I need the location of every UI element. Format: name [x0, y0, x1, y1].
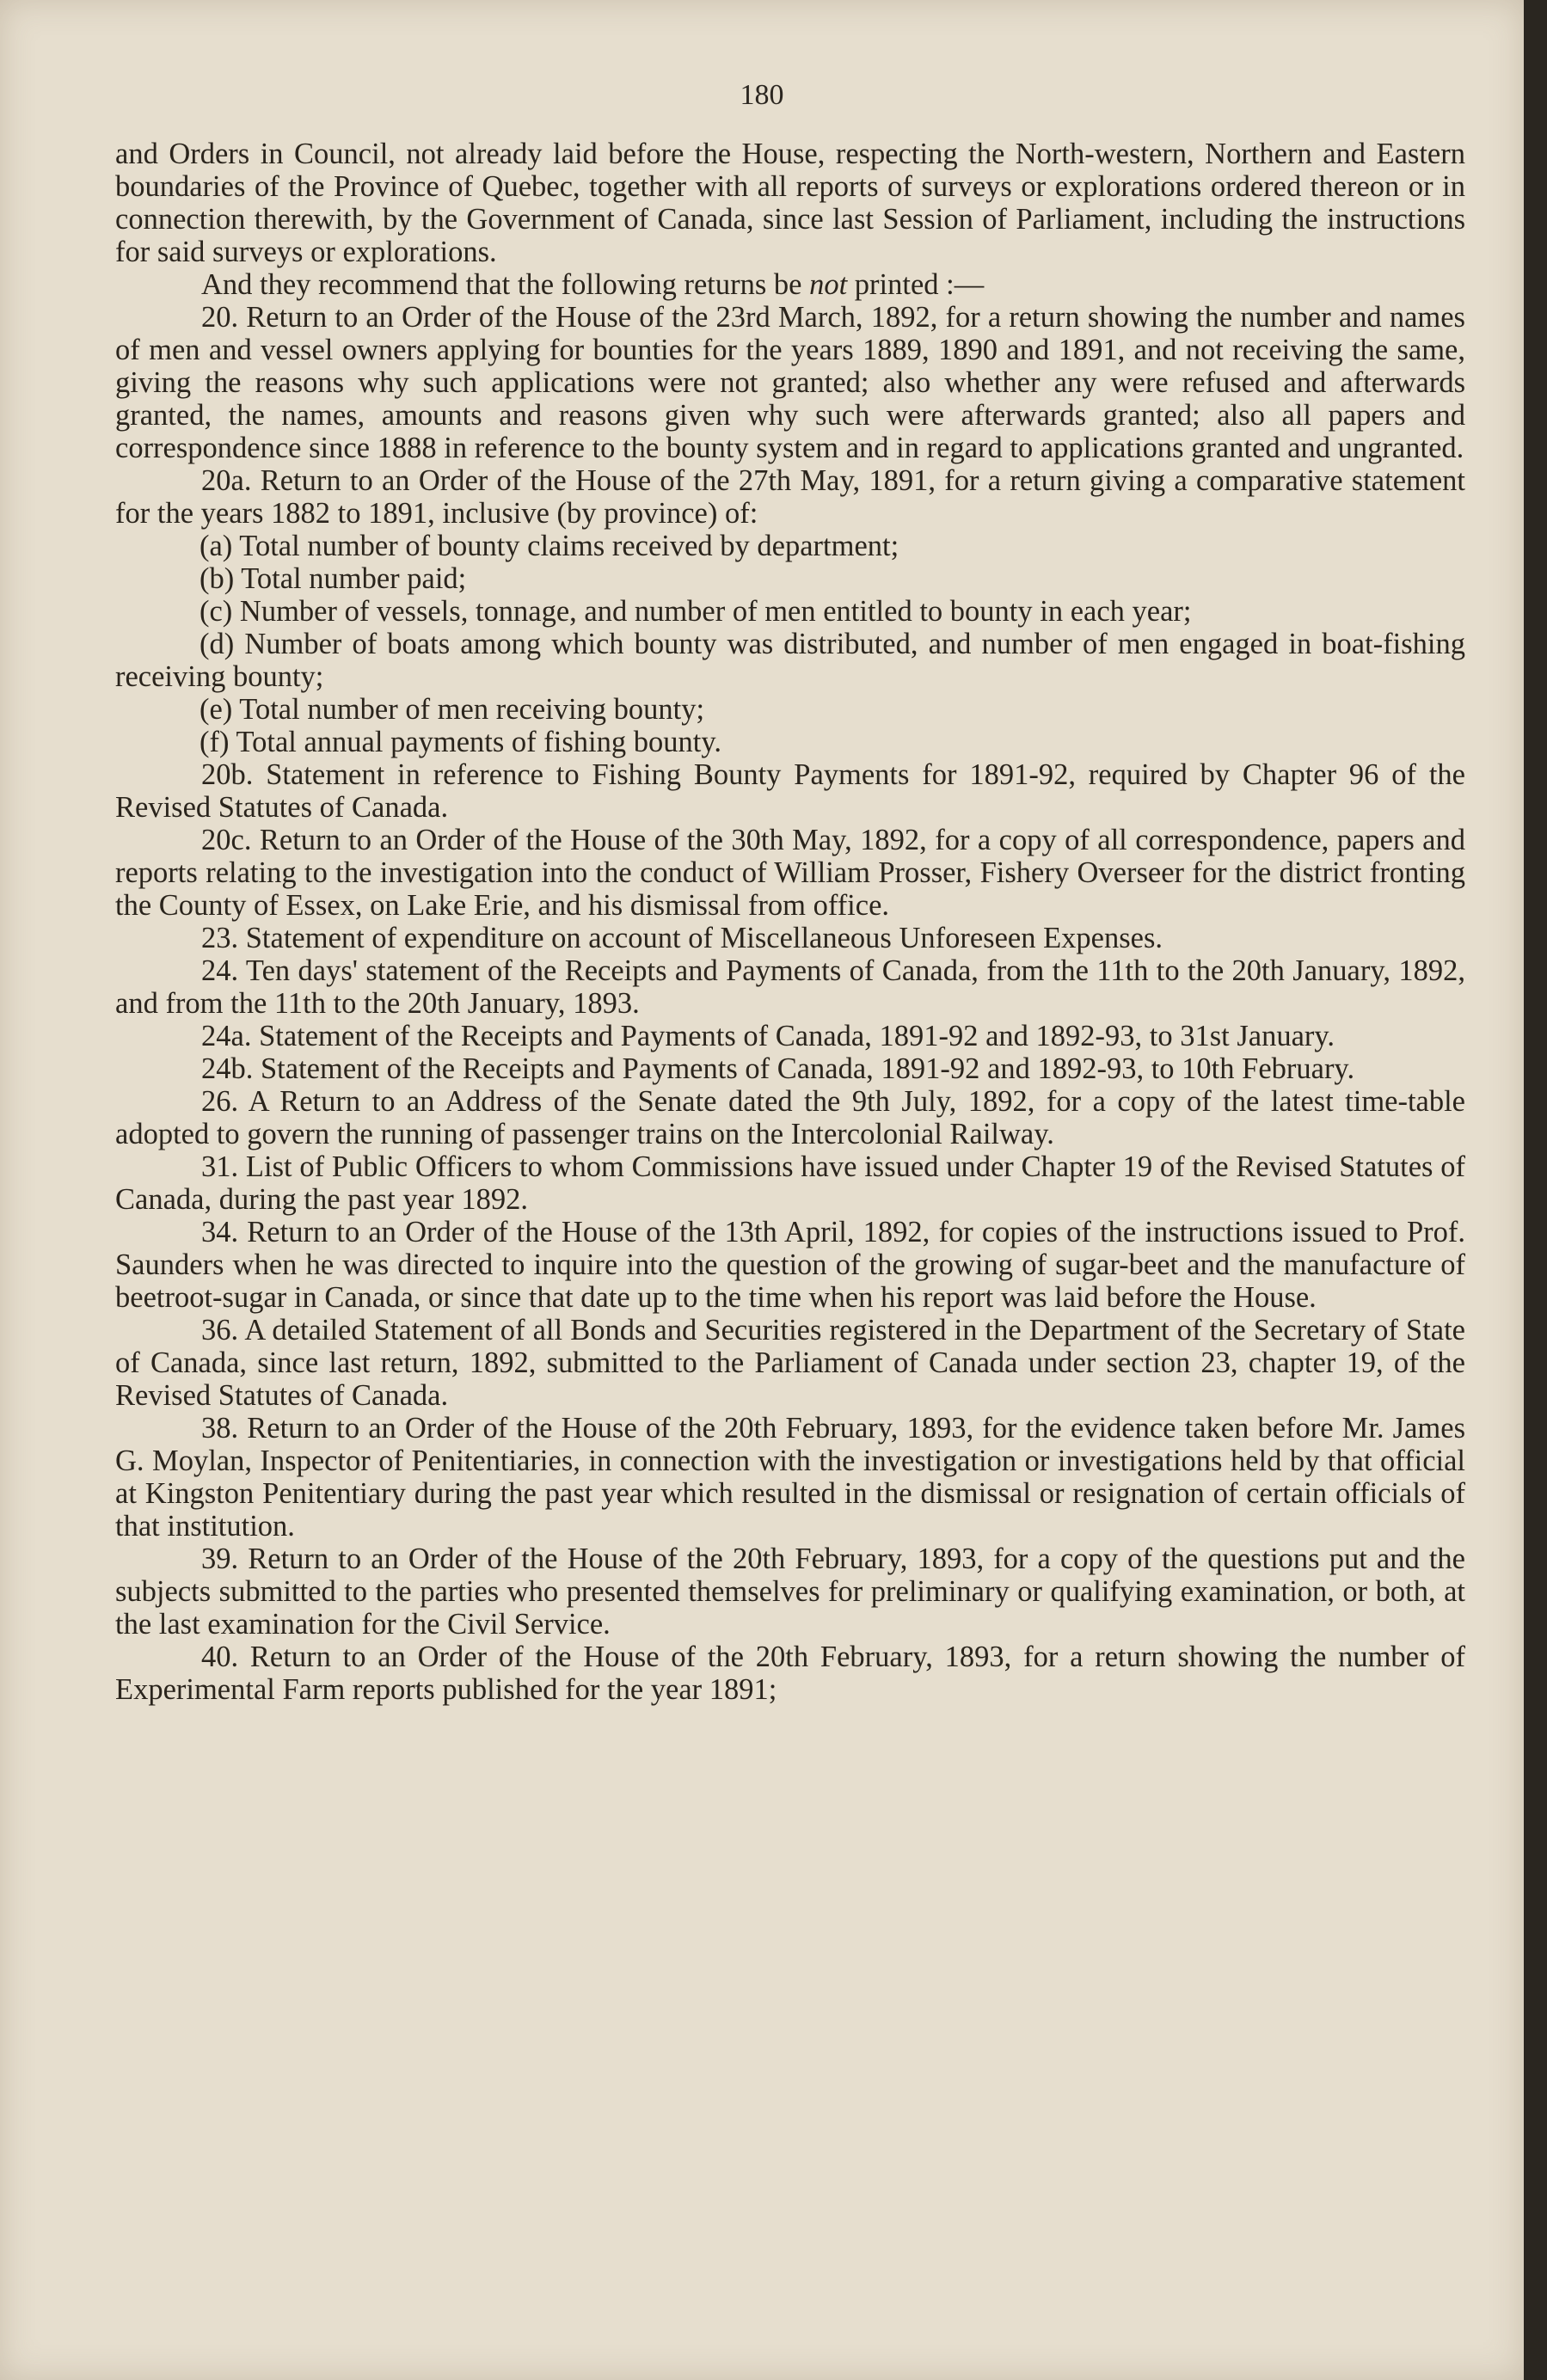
recommend-text-after: printed :—	[847, 268, 985, 301]
paragraph-item-23: 23. Statement of expenditure on account of Miscellaneous Unforeseen Expenses.	[201, 922, 1163, 954]
page-number: 180	[740, 79, 784, 111]
paragraph-item-38: 38. Return to an Order of the House of the 20th February, 1893, for the evidence taken before Mr. James G. Moylan, Inspector of Penitentiaries, in connection with the investigation or investigations held by that official at Kingston Penitentiary during the past year which resulted in the dismissal or resignation of certain officials of that institution.	[115, 1412, 1465, 1543]
paragraph-recommend-not-printed	[115, 268, 1465, 301]
paragraph-item-20c: 20c. Return to an Order of the House of the 30th May, 1892, for a copy of all correspondence, papers and reports relating to the investigation into the conduct of William Prosser, Fishery Overseer for the district fronting the County of Essex, on Lake Erie, and his dismissal from office.	[115, 824, 1465, 922]
subitem-c: (c) Number of vessels, tonnage, and number of men entitled to bounty in each year;	[200, 595, 1192, 628]
paragraph-item-20: 20. Return to an Order of the House of the 23rd March, 1892, for a return showing the number and names of men and vessel owners applying for bounties for the years 1889, 1890 and 1891, and not receiving the same, giving the reasons why such applications were not granted; also whether any were refused and afterwards granted, the names, amounts and reasons given why such were afterwards granted; also all papers and correspondence since 1888 in reference to the bounty system and in regard to applications granted and ungranted.	[115, 301, 1465, 464]
subitem-a: (a) Total number of bounty claims received by department;	[200, 530, 899, 562]
paragraph-item-24: 24. Ten days' statement of the Receipts and Payments of Canada, from the 11th to the 20th January, 1892, and from the 11th to the 20th January, 1893.	[115, 954, 1465, 1020]
paragraph-item-20b: 20b. Statement in reference to Fishing Bounty Payments for 1891-92, required by Chapter 96 of the Revised Statutes of Canada.	[115, 758, 1465, 824]
paragraph-item-39: 39. Return to an Order of the House of the 20th February, 1893, for a copy of the questions put and the subjects submitted to the parties who presented themselves for preliminary or qualifying examination, or both, at the last examination for the Civil Service.	[115, 1543, 1465, 1641]
paragraph-item-20a: 20a. Return to an Order of the House of the 27th May, 1891, for a return giving a comparative statement for the years 1882 to 1891, inclusive (by province) of:	[115, 464, 1465, 530]
paragraph-item-26: 26. A Return to an Address of the Senate dated the 9th July, 1892, for a copy of the latest time-table adopted to govern the running of passenger trains on the Intercolonial Railway.	[115, 1085, 1465, 1150]
paragraph-item-36: 36. A detailed Statement of all Bonds and Securities registered in the Department of the Secretary of State of Canada, since last return, 1892, submitted to the Parliament of Canada under section 23, chapter 19, of the Revised Statutes of Canada.	[115, 1314, 1465, 1412]
subitem-b: (b) Total number paid;	[200, 562, 467, 595]
page-edge-shadow	[1524, 0, 1547, 2380]
paragraph-item-40: 40. Return to an Order of the House of the 20th February, 1893, for a return showing the number of Experimental Farm reports published for the year 1891;	[115, 1641, 1465, 1706]
recommend-text-before: And they recommend that the following returns be	[201, 268, 810, 301]
subitem-e: (e) Total number of men receiving bounty;	[200, 693, 705, 726]
paragraph-boundaries-continued: and Orders in Council, not already laid before the House, respecting the North-western, Northern and Eastern boundaries of the Province of Quebec, together with all reports of surveys or explorations ordered thereon or in connection therewith, by the Government of Canada, since last Session of Parliament, including the instructions for said surveys or explorations.	[115, 138, 1465, 268]
page-body	[115, 138, 1465, 1706]
subitem-f: (f) Total annual payments of fishing bounty.	[200, 726, 721, 758]
subitem-d: (d) Number of boats among which bounty was distributed, and number of men engaged in boat-fishing receiving bounty;	[115, 628, 1465, 693]
paragraph-item-24a: 24a. Statement of the Receipts and Payments of Canada, 1891-92 and 1892-93, to 31st January.	[201, 1020, 1335, 1052]
paragraph-item-31: 31. List of Public Officers to whom Commissions have issued under Chapter 19 of the Revised Statutes of Canada, during the past year 1892.	[115, 1150, 1465, 1216]
recommend-emphasis: not	[809, 268, 848, 301]
paragraph-item-24b: 24b. Statement of the Receipts and Payments of Canada, 1891-92 and 1892-93, to 10th February.	[201, 1052, 1355, 1085]
paragraph-item-34: 34. Return to an Order of the House of the 13th April, 1892, for copies of the instructions issued to Prof. Saunders when he was directed to inquire into the question of the growing of sugar-beet and the manufacture of beetroot-sugar in Canada, or since that date up to the time when his report was laid before the House.	[115, 1216, 1465, 1314]
